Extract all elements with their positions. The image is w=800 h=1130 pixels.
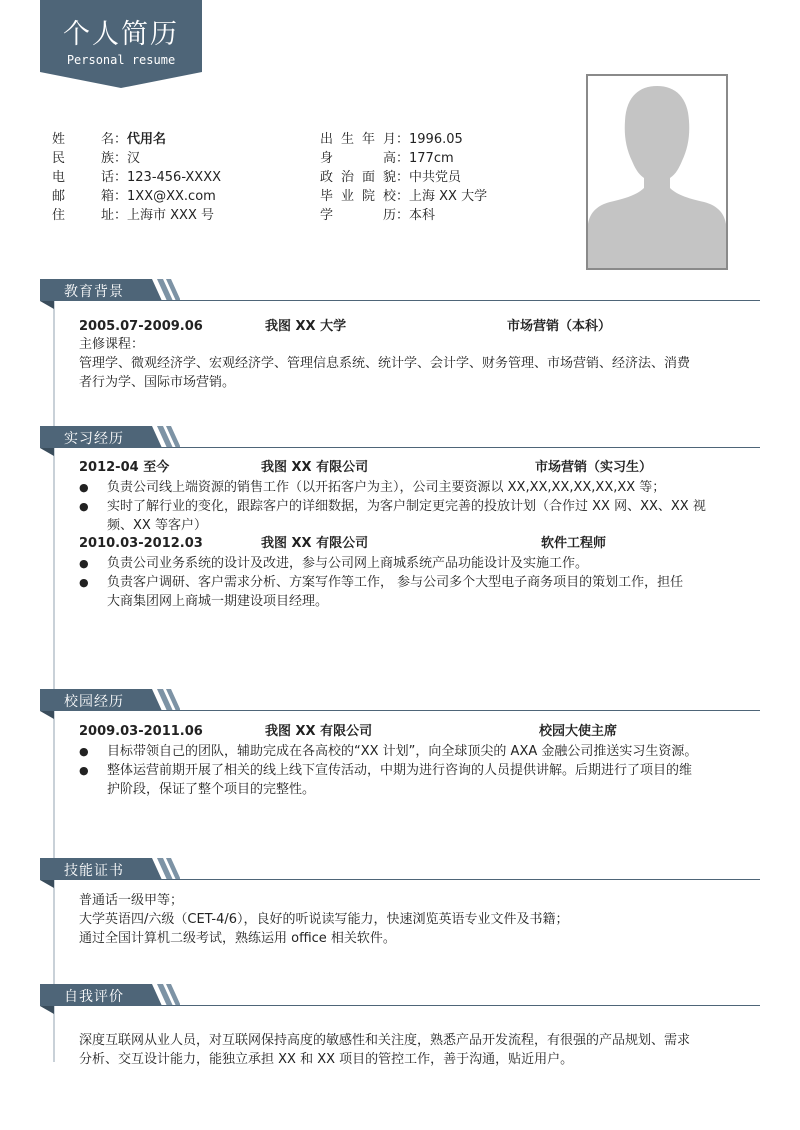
info-label: 电话: [52, 170, 114, 185]
self-eval-line: 分析、交互设计能力，能独立承担 XX 和 XX 项目的管控工作，善于沟通，贴近用户。: [79, 1052, 574, 1067]
info-value: 中共党员: [409, 170, 462, 185]
section-underline: [40, 300, 760, 301]
info-value: 1XX@XX.com: [127, 189, 216, 204]
info-value: 上海 XX 大学: [409, 189, 488, 204]
entry-date: 2012-04 至今: [79, 460, 170, 475]
info-degree: 学历：本科: [320, 208, 436, 223]
info-school: 毕业院校：上海 XX 大学: [320, 189, 488, 204]
avatar-placeholder-icon: [588, 76, 726, 268]
info-name: 姓名：代用名: [52, 132, 167, 147]
section-title: 教育背景: [64, 284, 124, 300]
bullet-item: ● 实时了解行业的变化，跟踪客户的详细数据，为客户制定更完善的投放计划（合作过 XX 网、XX、XX 视 频、XX 等客户）: [79, 497, 743, 535]
entry-date: 2009.03-2011.06: [79, 724, 203, 739]
section-header-self-eval: [40, 984, 760, 1006]
info-value: 汉: [127, 151, 141, 166]
info-height: 身高：177cm: [320, 151, 454, 166]
header-banner: [40, 0, 202, 88]
info-address: 住址：上海市 XXX 号: [52, 208, 214, 223]
skill-line: 通过全国计算机二级考试，熟练运用 office 相关软件。: [79, 931, 396, 946]
section-underline: [40, 879, 760, 880]
bullet-item: ● 目标带领自己的团队，辅助完成在各高校的“XX 计划”，向全球顶尖的 AXA 金融公司推送实习生资源。: [79, 742, 743, 761]
section-header-campus: [40, 689, 760, 711]
info-value: 177cm: [409, 151, 454, 166]
self-eval-line: 深度互联网从业人员，对互联网保持高度的敏感性和关注度，熟悉产品开发流程，有很强的产品规划、需求: [79, 1033, 691, 1048]
section-title: 技能证书: [64, 863, 124, 879]
section-underline: [40, 1005, 760, 1006]
entry-role: 软件工程师: [541, 536, 607, 551]
info-ethnicity: 民族：汉: [52, 151, 141, 166]
resume-title: 个人简历: [63, 19, 179, 50]
entry-org: 我图 XX 有限公司: [265, 724, 373, 739]
info-label: 学历: [320, 208, 396, 223]
section-title: 自我评价: [64, 989, 124, 1005]
info-label: 姓名: [52, 132, 114, 147]
bullet-item: ● 负责公司业务系统的设计及改进，参与公司网上商城系统产品功能设计及实施工作。: [79, 554, 743, 573]
section-header-internship: [40, 426, 760, 448]
info-phone: 电话：123-456-XXXX: [52, 170, 221, 185]
info-value: 123-456-XXXX: [127, 170, 221, 185]
entry-org: 我图 XX 有限公司: [261, 536, 369, 551]
info-email: 邮箱：1XX@XX.com: [52, 189, 216, 204]
skill-line: 大学英语四/六级（CET-4/6），良好的听说读写能力，快速浏览英语专业文件及书籍；: [79, 912, 569, 927]
entry-role: 校园大使主席: [539, 724, 618, 739]
bullet-item: ● 整体运营前期开展了相关的线上线下宣传活动，中期为进行咨询的人员提供讲解。后期进行了项目的维 护阶段，保证了整个项目的完整性。: [79, 761, 743, 799]
info-value: 代用名: [127, 132, 167, 147]
entry-org: 我图 XX 大学: [265, 319, 347, 334]
info-label: 政治面貌: [320, 170, 396, 185]
course-list-line: 者行为学、国际市场营销。: [79, 375, 236, 390]
info-label: 身高: [320, 151, 396, 166]
timeline-line: [53, 300, 55, 1062]
skill-line: 普通话一级甲等；: [79, 893, 184, 908]
section-underline: [40, 447, 760, 448]
info-label: 民族: [52, 151, 114, 166]
info-birth: 出生年月：1996.05: [320, 132, 463, 147]
info-label: 毕业院校: [320, 189, 396, 204]
entry-org: 我图 XX 有限公司: [261, 460, 369, 475]
info-label: 出生年月: [320, 132, 396, 147]
entry-role: 市场营销（实习生）: [535, 460, 653, 475]
course-label: 主修课程：: [79, 337, 145, 352]
entry-date: 2010.03-2012.03: [79, 536, 203, 551]
info-value: 1996.05: [409, 132, 463, 147]
info-value: 本科: [409, 208, 436, 223]
section-header-skills: [40, 858, 760, 880]
info-value: 上海市 XXX 号: [127, 208, 214, 223]
info-political: 政治面貌：中共党员: [320, 170, 462, 185]
entry-date: 2005.07-2009.06: [79, 319, 203, 334]
section-title: 实习经历: [64, 431, 124, 447]
profile-photo: [586, 74, 728, 270]
info-label: 邮箱: [52, 189, 114, 204]
section-underline: [40, 710, 760, 711]
bullet-item: ● 负责客户调研、客户需求分析、方案写作等工作， 参与公司多个大型电子商务项目的策划工作，担任 大商集团网上商城一期建设项目经理。: [79, 573, 743, 611]
resume-subtitle: Personal resume: [66, 53, 176, 67]
entry-role: 市场营销（本科）: [507, 319, 612, 334]
course-list-line: 管理学、微观经济学、宏观经济学、管理信息系统、统计学、会计学、财务管理、市场营销、经济法、消费: [79, 356, 691, 371]
section-header-education: [40, 279, 760, 301]
bullet-item: ● 负责公司线上端资源的销售工作（以开拓客户为主），公司主要资源以 XX,XX,XX,XX,XX,XX 等；: [79, 478, 743, 497]
section-title: 校园经历: [64, 694, 124, 710]
info-label: 住址: [52, 208, 114, 223]
